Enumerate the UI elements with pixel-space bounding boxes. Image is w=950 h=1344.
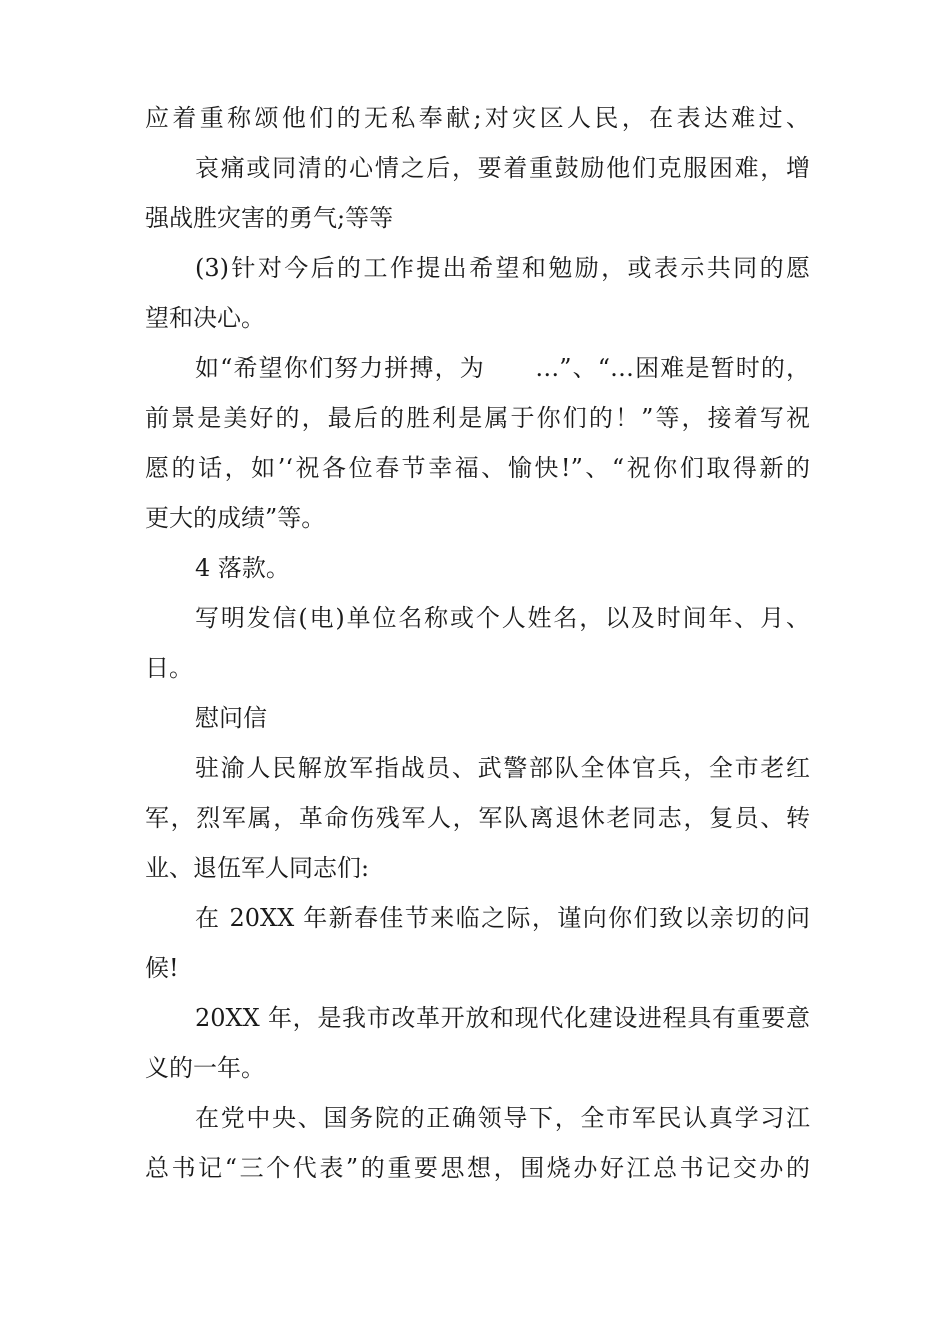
text-line: 应着重称颂他们的无私奉献;对灾区人民，在表达难过、 <box>145 104 810 132</box>
text-line: 日。 <box>145 654 193 682</box>
text-line: 更大的成绩”等。 <box>145 504 326 532</box>
text-line: 业、退伍军人同志们: <box>145 854 370 882</box>
text-line: 在 20XX 年新春佳节来临之际，谨向你们致以亲切的问 <box>195 904 810 932</box>
text-line: 驻渝人民解放军指战员、武警部队全体官兵，全市老红 <box>195 754 810 782</box>
text-line: 愿的话，如’‘祝各位春节幸福、愉快!”、“祝你们取得新的 <box>145 454 810 482</box>
text-line: 写明发信(电)单位名称或个人姓名，以及时间年、月、 <box>195 604 810 632</box>
text-line: 义的一年。 <box>145 1054 265 1082</box>
text-line: 前景是美好的，最后的胜利是属于你们的！”等，接着写祝 <box>145 404 810 432</box>
text-line: (3)针对今后的工作提出希望和勉励，或表示共同的愿 <box>195 254 810 282</box>
text-line: 军，烈军属，革命伤残军人，军队离退休老同志，复员、转 <box>145 804 810 832</box>
letter-title: 慰问信 <box>195 704 267 732</box>
text-line: 候! <box>145 954 179 982</box>
text-line: 总书记“三个代表”的重要思想，围烧办好江总书记交办的 <box>145 1154 810 1182</box>
text-line: 哀痛或同清的心情之后，要着重鼓励他们克服困难，增 <box>195 154 810 182</box>
text-line: 如“希望你们努力拼搏，为 …”、“…困难是暂时的， <box>195 354 810 382</box>
text-line: 在党中央、国务院的正确领导下，全市军民认真学习江 <box>195 1104 810 1132</box>
text-line: 20XX 年，是我市改革开放和现代化建设进程具有重要意 <box>195 1004 810 1032</box>
text-line: 望和决心。 <box>145 304 265 332</box>
text-line: 强战胜灾害的勇气;等等 <box>145 204 394 232</box>
section-heading: 4 落款。 <box>195 554 290 582</box>
